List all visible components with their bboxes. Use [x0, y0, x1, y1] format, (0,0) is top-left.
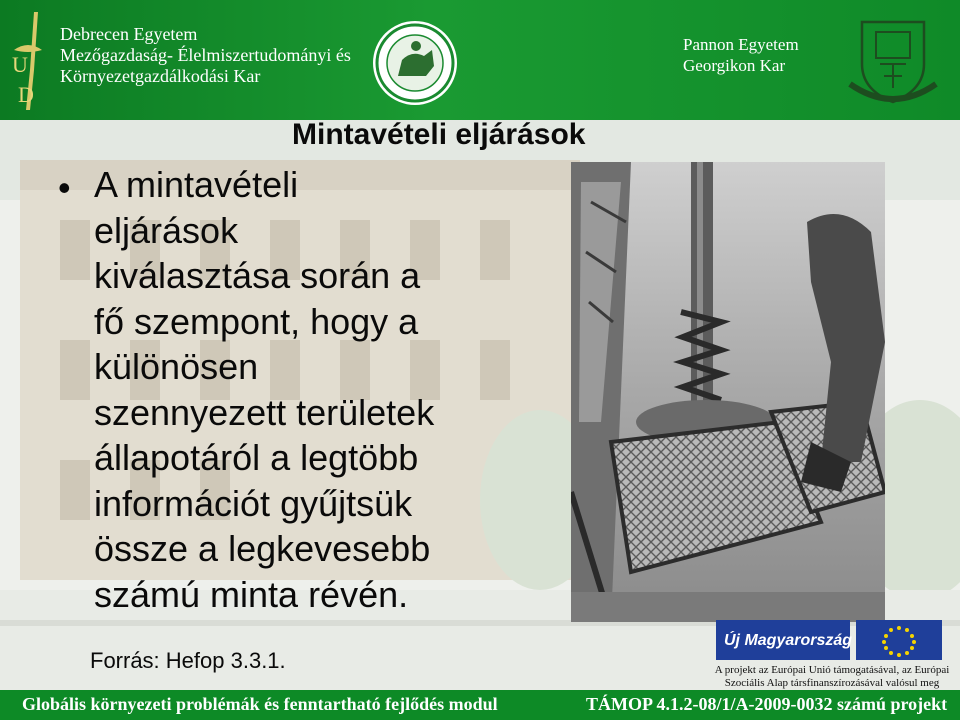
university-ud-logo-icon: [8, 10, 48, 114]
eu-statement-line: A projekt az Európai Unió támogatásával, az Európai: [714, 664, 950, 676]
svg-text:Új Magyarország: Új Magyarország: [724, 632, 853, 649]
pannon-crest-icon: [846, 14, 940, 110]
soil-sampling-drill-photo: [571, 162, 885, 622]
bullet-line: fő szempont, hogy a: [94, 300, 419, 342]
source-citation: Forrás: Hefop 3.3.1.: [90, 648, 286, 673]
header-right-line-1: Pannon Egyetem: [683, 35, 799, 54]
header-banner: [0, 0, 960, 120]
svg-text:D: D: [18, 82, 34, 107]
footer-bar: [0, 690, 960, 720]
bullet-line: különösen: [94, 346, 259, 387]
project-id: TÁMOP 4.1.2-08/1/A-2009-0032 számú projekt: [586, 694, 948, 714]
svg-text:U: U: [12, 52, 28, 77]
header-left-line-3: Környezetgazdálkodási Kar: [60, 66, 261, 86]
bullet-line: A mintavételi: [94, 164, 299, 205]
header-left-line-1: Debrecen Egyetem: [60, 24, 198, 44]
faculty-seal-icon: [372, 20, 458, 106]
eu-funding-statement: [712, 664, 952, 690]
header-right-line-2: Georgikon Kar: [683, 56, 786, 75]
eu-statement-line: Szociális Alap társfinanszírozásával valósul meg: [724, 677, 940, 689]
bullet-line: össze a legkevesebb: [94, 528, 431, 569]
eu-funding-logos: [716, 620, 942, 660]
university-name-right: [683, 34, 799, 76]
slide-title: Mintavételi eljárások: [292, 118, 586, 151]
bullet-line: szennyezett területek: [94, 391, 435, 433]
bullet-line: számú minta révén.: [94, 573, 409, 615]
bullet-marker: •: [58, 167, 71, 208]
bullet-line: kiválasztása során a: [94, 255, 421, 296]
bullet-line: információt gyűjtsük: [94, 482, 413, 524]
header-left-line-2: Mezőgazdaság- Élelmiszertudományi és: [60, 45, 351, 65]
bullet-line: állapotáról a legtöbb: [94, 437, 419, 478]
module-name: Globális környezeti problémák és fenntartható fejlődés modul: [22, 694, 498, 714]
university-name-left: [60, 24, 351, 87]
bullet-line: eljárások: [94, 209, 239, 251]
bullet-text: [94, 162, 524, 617]
